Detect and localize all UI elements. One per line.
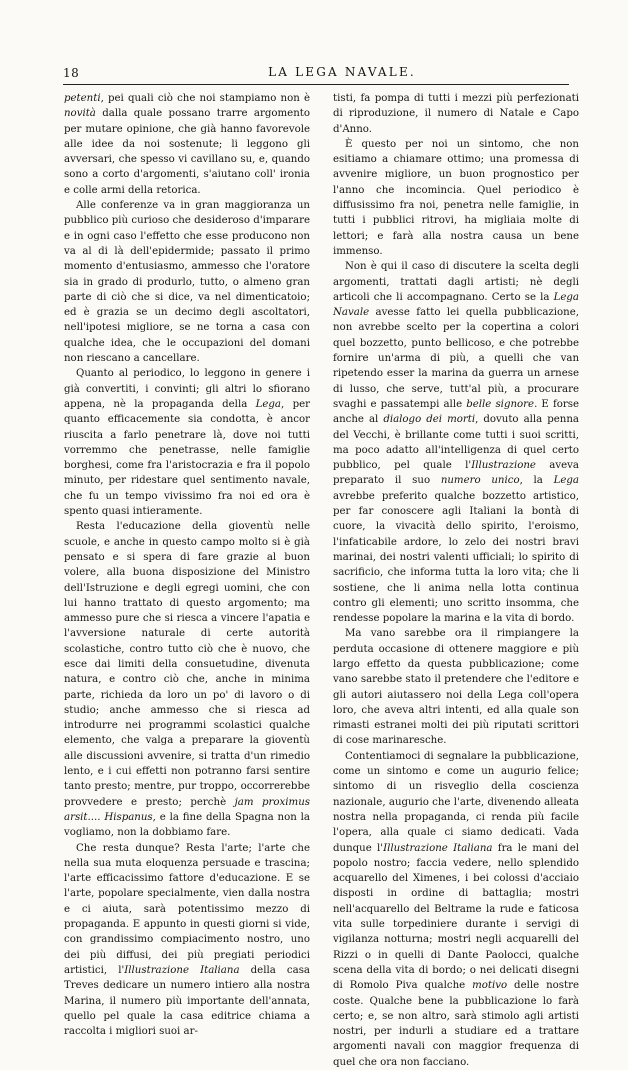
text-run: È questo per noi un sintomo, che non esitiamo a chiamare ottimo; una promessa di avvenire migliore, un buon prognostico per l'anno che incomincia. Quel periodico è diffusissimo fra noi, penetra nelle famiglie, in tutti i pubblici ritrovi, ha migliaia molte di lettori; e farà alla nostra causa un bene immenso. bbox=[333, 138, 579, 257]
italic-text: Lega Navale bbox=[333, 291, 579, 319]
italic-text: numero unico bbox=[440, 475, 520, 487]
paragraph bbox=[64, 841, 310, 1040]
italic-text: jam proximus arsit.... Hispanus bbox=[64, 796, 310, 823]
text-run: avesse fatto lei quella pubblicazione, non avrebbe scelto per la copertina a colori quel bozzetto, punto bellicoso, e che potrebbe fornire un'arma di più, a quelli che van ripetendo esser la marina da guerra un arnese di lusso, che serve, tutt'al più, a procurare svaghi e passatempi alle bbox=[333, 307, 579, 410]
text-run: della casa Treves dedicare un numero intiero alla nostra Marina, il numero più importante dell'annata, quello pel quale la casa editrice chiama a raccolta i migliori suoi ar- bbox=[64, 964, 310, 1038]
text-run: , e la fine della Spagna non la vogliamo, non la dobbiamo fare. bbox=[64, 811, 310, 839]
paragraph bbox=[333, 91, 579, 137]
text-run: , la bbox=[519, 475, 554, 487]
paragraph bbox=[333, 626, 579, 748]
text-column-right bbox=[333, 91, 579, 1070]
text-run: delle nostre coste. Qualche bene la pubblicazione lo farà certo; e, se non altro, sarà stimolo agli artisti nostri, per indurli a studiare ed a trattare argomenti navali con maggior frequenza di quel che ora non facciano. bbox=[333, 980, 579, 1068]
paragraph bbox=[333, 137, 579, 259]
italic-text: belle signore bbox=[466, 398, 535, 410]
italic-text: motivo bbox=[472, 980, 508, 992]
text-run: Resta l'educazione della gioventù nelle scuole, e anche in questo campo molto si è già pensato e si spera di fare grazie al buon volere, alla buona disposizione del Ministro dell'Istruzione e degli egregi uomini, che con lui hanno trattato di questo argomento; ma ammesso pure che si riesca a vincere l'apatia e l'avversione naturale di certe autorità scolastiche, contro tutto ciò che è nuovo, che esce dai limiti della consuetudine, divenuta natura, e contro ciò che, anche in minima parte, richieda da loro un po' di lavoro o di studio; anche ammesso che si riesca ad introdurre nei programmi scolastici qualche elemento, che valga a preparare la gioventù alle discussioni avvenire, si tratta d'un rimedio lento, e i cui effetti non potranno farsi sentire tanto presto; mentre, pur troppo, occorrerebbe provvedere e presto; perchè bbox=[64, 521, 310, 808]
text-run: Alle conferenze va in gran maggioranza un pubblico più curioso che desideroso d'imparare e in ogni caso l'effetto che esse producono non va al di là dell'epidermide; passato il primo momento d'entusiasmo, ammesso che l'oratore sia in grado di produrlo, tutto, o almeno gran parte di ciò che si dice, va nel dimenticatoio; ed è grazia se un decimo degli ascoltatori, nell'ipotesi migliore, se ne torna a casa con qualche idea, che le occupazioni del domani non riescano a cancellare. bbox=[64, 200, 310, 365]
italic-text: Illustrazione Italiana bbox=[383, 842, 493, 854]
running-title: LA LEGA NAVALE. bbox=[268, 65, 416, 79]
text-run: , pei quali ciò che noi stampiamo non è bbox=[100, 93, 310, 104]
italic-text: dialogo dei morti bbox=[383, 414, 476, 426]
italic-text: Illustrazione Italiana bbox=[124, 964, 240, 976]
text-run: Non è qui il caso di discutere la scelta degli argomenti, trattati dagli artisti; nè degli articoli che li accompagnano. Certo se la bbox=[333, 261, 579, 303]
italic-text: novità bbox=[64, 108, 96, 120]
italic-text: Lega bbox=[553, 475, 579, 487]
italic-text: petenti bbox=[64, 93, 101, 104]
text-run: , per quanto efficacemente sia condotta, è ancor riuscita a farlo penetrare là, dove noi tutti vorremmo che penetrasse, nelle famiglie borghesi, come fra l'aristocrazia e fra il popolo minuto, per ridestare quel sentimento navale, che fu un tempo vivissimo fra noi ed ora è spento quasi intieramente. bbox=[64, 398, 310, 518]
header-rule bbox=[63, 84, 569, 85]
text-run: fra le mani del popolo nostro; faccia vedere, nello splendido acquarello del Ximenes, i bei colossi d'acciaio disposti in ordine di battaglia; mostri nell'acquarello del Beltrame la rude e faticosa vita sulle torpediniere durante i servigi di vigilanza notturna; mostri negli acquarelli del Rizzi o in quelli di Dante Paolocci, qualche scena della vita di bordo; o nei delicati disegni di Romolo Piva qualche bbox=[333, 842, 579, 992]
text-run: Contentiamoci di segnalare la pubblicazione, come un sintomo e come un augurio felice; sintomo di un risveglio della coscienza nazionale, augurio che l'arte, divenendo alleata nostra nella propaganda, ci renda più facile l'opera, alla quale ci siamo dedicati. Vada dunque l' bbox=[333, 750, 579, 854]
text-run: dalla quale possano trarre argomento per mutare opinione, che già hanno favorevole alle idee da noi sostenute; li leggono gli avversari, che spesso vi cavillano su, e, quando sono a corto d'argomenti, s'aiutano coll' ironia e colle armi della retorica. bbox=[64, 108, 310, 196]
paragraph bbox=[64, 366, 310, 519]
text-run: Quanto al periodico, lo leggono in genere i già convertiti, i convinti; gli altri lo sfiorano appena, nè la propaganda della bbox=[64, 368, 310, 410]
text-run: Ma vano sarebbe ora il rimpiangere la perduta occasione di ottenere maggiore e più largo effetto da questa pubblicazione; come vano sarebbe stato il pretendere che l'editore e gli autori aiutassero noi della Lega coll'opera loro, che aveva altri intenti, ed alla quale son rimasti estranei molti dei più riputati scrittori di cose marinaresche. bbox=[333, 628, 579, 747]
text-run: avrebbe preferito qualche bozzetto artistico, per far conoscere agli Italiani la bontà di cuore, la vivacità dello spirito, l'eroismo, l'infaticabile ardore, lo zelo dei nostri bravi marinai, dei nostri valenti ufficiali; lo spirito di sacrificio, che informa tutta la loro vita; che li sostiene, che li anima nella lotta continua contro gli elementi; uno scritto insomma, che rendesse popolare la marina e la vita di bordo. bbox=[333, 490, 579, 625]
paragraph bbox=[64, 519, 310, 840]
text-run: . E forse anche al bbox=[333, 398, 580, 426]
text-column-left bbox=[64, 91, 310, 1039]
paragraph bbox=[64, 91, 310, 198]
paragraph bbox=[333, 259, 579, 626]
paragraph bbox=[333, 749, 579, 1070]
page-number: 18 bbox=[63, 66, 80, 80]
text-run: Che resta dunque? Resta l'arte; l'arte che nella sua muta eloquenza persuade e trascina; l'arte efficacissimo fattore d'educazione. E se l'arte, popolare specialmente, vien dalla nostra e ci aiuta, sarà potentissimo mezzo di propaganda. E appunto in questi giorni si vide, con grandissimo compiacimento nostro, uno dei più diffusi, dei più pregiati periodici artistici, l' bbox=[64, 842, 310, 976]
text-run: tisti, fa pompa di tutti i mezzi più perfezionati di riproduzione, il numero di Natale e Capo d'Anno. bbox=[333, 93, 579, 135]
text-run: , dovuto alla penna del Vecchi, è brillante come tutti i suoi scritti, ma poco adatto all'intelligenza di quel certo pubblico, pel quale l' bbox=[333, 414, 580, 472]
text-run: aveva preparato il suo bbox=[333, 460, 579, 487]
italic-text: Lega bbox=[255, 398, 281, 410]
paragraph bbox=[64, 198, 310, 366]
italic-text: Illustrazione bbox=[471, 460, 536, 472]
